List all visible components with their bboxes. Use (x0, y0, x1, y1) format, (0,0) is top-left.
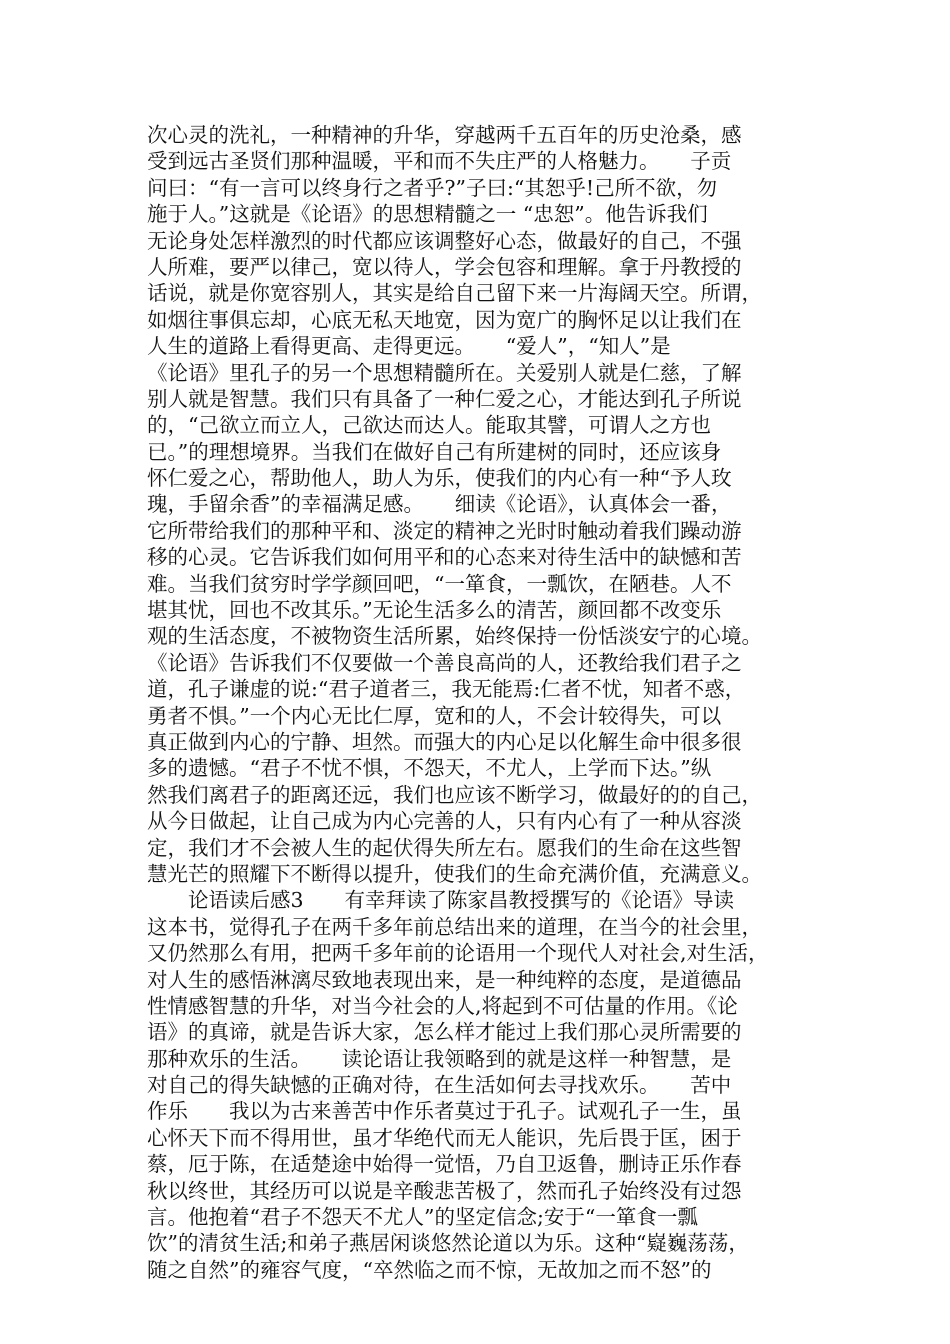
text-line: 那种欢乐的生活。 读论语让我领略到的就是这样一种智慧，是 (147, 1046, 732, 1071)
text-line: 定，我们才不会被人生的起伏得失所左右。愿我们的生命在这些智 (147, 835, 742, 860)
text-line: 言。他抱着“君子不怨天不尤人”的坚定信念;安于“一箪食一瓢 (147, 1205, 698, 1230)
text-line: 蔡，厄于陈，在适楚途中始得一觉悟，乃自卫返鲁，删诗正乐作春 (147, 1152, 742, 1177)
text-line: 人生的道路上看得更高、走得更远。 “爱人”，“知人”是 (147, 334, 671, 359)
text-line: 对自己的得失缺憾的正确对待，在生活如何去寻找欢乐。 苦中 (147, 1073, 732, 1098)
text-line: 真正做到内心的宁静、坦然。而强大的内心足以化解生命中很多很 (147, 729, 742, 754)
text-line: 心怀天下而不得用世，虽才华绝代而无人能识，先后畏于匡，困于 (147, 1125, 742, 1150)
body-text (147, 122, 827, 1283)
text-line: 无论身处怎样激烈的时代都应该调整好心态，做最好的自己，不强 (147, 228, 742, 253)
text-line: 性情感智慧的升华，对当今社会的人,将起到不可估量的作用。《论 (147, 993, 738, 1018)
text-line: 《论语》里孔子的另一个思想精髓所在。关爱别人就是仁慈，了解 (147, 360, 742, 385)
text-line: 观的生活态度，不被物资生活所累，始终保持一份恬淡安宁的心境。 (147, 624, 762, 649)
text-line: 然我们离君子的距离还远，我们也应该不断学习，做最好的的自己， (147, 782, 762, 807)
text-line: 的，“己欲立而立人，己欲达而达人。能取其譬，可谓人之方也 (147, 413, 711, 438)
text-line: 如烟往事俱忘却，心底无私天地宽，因为宽广的胸怀足以让我们在 (147, 307, 742, 332)
text-line: 受到远古圣贤们那种温暖，平和而不失庄严的人格魅力。 子贡 (147, 149, 732, 174)
text-line: 难。当我们贫穷时学学颜回吧，“一箪食，一瓢饮，在陋巷。人不 (147, 571, 732, 596)
text-line: 对人生的感悟淋漓尽致地表现出来，是一种纯粹的态度，是道德品 (147, 967, 742, 992)
text-line: 施于人。”这就是《论语》的思想精髓之一 “忠恕”。他告诉我们 (147, 202, 708, 227)
text-line: 又仍然那么有用，把两千多年前的论语用一个现代人对社会,对生活， (147, 941, 769, 966)
text-line: 作乐 我以为古来善苦中作乐者莫过于孔子。试观孔子一生，虽 (147, 1099, 742, 1124)
text-line: 怀仁爱之心，帮助他人，助人为乐，使我们的内心有一种“予人玫 (147, 466, 732, 491)
text-line: 随之自然”的雍容气度，“卒然临之而不惊，无故加之而不怒”的 (147, 1257, 712, 1282)
text-line: 语》的真谛，就是告诉大家，怎么样才能过上我们那心灵所需要的 (147, 1020, 742, 1045)
text-line: 已。”的理想境界。当我们在做好自己有所建树的同时，还应该身 (147, 439, 722, 464)
text-line: 别人就是智慧。我们只有具备了一种仁爱之心，才能达到孔子所说 (147, 386, 742, 411)
text-line: 话说，就是你宽容别人，其实是给自己留下来一片海阔天空。所谓， (147, 281, 762, 306)
text-line: 多的遗憾。“君子不忧不惧，不怨天，不尤人，上学而下达。”纵 (147, 756, 712, 781)
text-line: 饮”的清贫生活;和弟子燕居闲谈悠然论道以为乐。这种“嶷巍荡荡， (147, 1231, 749, 1256)
text-line: 从今日做起，让自己成为内心完善的人，只有内心有了一种从容淡 (147, 809, 742, 834)
text-line: 问曰：“有一言可以终身行之者乎?”子曰:“其恕乎!己所不欲，勿 (147, 175, 718, 200)
text-line: 这本书，觉得孔子在两千多年前总结出来的道理，在当今的社会里， (147, 914, 762, 939)
text-line: 人所难，要严以律己，宽以待人，学会包容和理解。拿于丹教授的 (147, 254, 742, 279)
text-line: 移的心灵。它告诉我们如何用平和的心态来对待生活中的缺憾和苦 (147, 545, 742, 570)
text-line: 《论语》告诉我们不仅要做一个善良高尚的人，还教给我们君子之 (147, 650, 742, 675)
text-line: 论语读后感3 有幸拜读了陈家昌教授撰写的《论语》导读 (147, 888, 735, 913)
text-line: 瑰，手留余香”的幸福满足感。 细读《论语》，认真体会一番， (147, 492, 732, 517)
text-line: 勇者不惧。”一个内心无比仁厚，宽和的人，不会计较得失，可以 (147, 703, 722, 728)
text-line: 慧光芒的照耀下不断得以提升，使我们的生命充满价值，充满意义。 (147, 861, 762, 886)
text-line: 堪其忧，回也不改其乐。”无论生活多么的清苦，颜回都不改变乐 (147, 598, 722, 623)
text-line: 秋以终世，其经历可以说是辛酸悲苦极了，然而孔子始终没有过怨 (147, 1178, 742, 1203)
text-line: 道，孔子谦虚的说:“君子道者三，我无能焉:仁者不忧，知者不惑， (147, 677, 746, 702)
text-line: 它所带给我们的那种平和、淡定的精神之光时时触动着我们躁动游 (147, 518, 742, 543)
text-line: 次心灵的洗礼，一种精神的升华，穿越两千五百年的历史沧桑，感 (147, 123, 742, 147)
